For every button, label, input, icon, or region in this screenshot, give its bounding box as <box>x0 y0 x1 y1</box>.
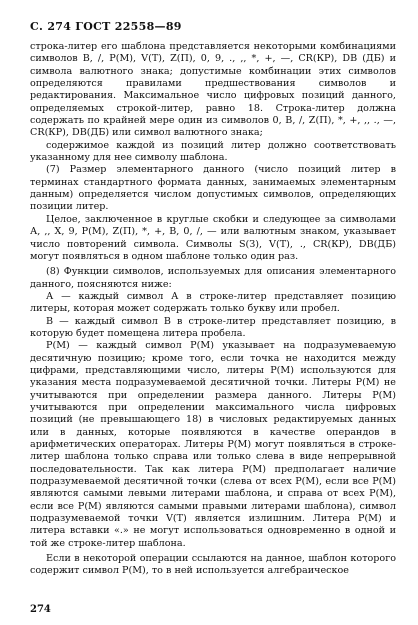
page-number: 274 <box>30 604 51 615</box>
paragraph-continuation: строка-литер его шаблона представляется некоторыми комбинациями символов В, /, Р(М), V(Т), Z(П), 0, 9, ., ,, *, +, —, CR(КР), DB (ДБ) и символа валютного знака; допустимые комбинации этих символов определяются правилами предшествования символов и редактирования. Максимальное число цифровых позиций данного, определяемых строкой-литер, равно 18. Строка-литер должна содержать по крайней мере один из символов 0, В, /, Z(П), *, +, ,, ., —, CR(КР), DB(ДБ) или символ валютного знака; <box>30 41 396 139</box>
paragraph-item-7: (7) Размер элементарного данного (число позиций литер в терминах стандартного формата данных, занимаемых элементарным данным) определяется числом допустимых символов, определяющих позиции литер. <box>30 164 396 213</box>
paragraph-last: Если в некоторой операции ссылаются на данное, шаблон которого содержит символ Р(М), то в ней используется алгебраическое <box>30 553 396 577</box>
paragraph-symbol-b: В — каждый символ В в строке-литер представляет позицию, в которую будет помещена литера пробела. <box>30 315 396 339</box>
page-header: С. 274 ГОСТ 22558—89 <box>30 20 182 33</box>
paragraph-repeat-count: Целое, заключенное в круглые скобки и следующее за символами А, ,, X, 9, Р(М), Z(П), *, +, В, 0, /, — или валютным знаком, указывает число повторений символа. Символы S(З), V(Т), ., CR(КР), DB(ДБ) могут появляться в одном шаблоне только один раз. <box>30 213 396 262</box>
paragraph-symbol-p: Р(М) — каждый символ Р(М) указывает на подразумеваемую десятичную позицию; кроме того, если точка не находится между цифрами, представляющими число, литеры Р(М) используются для указания места подразумеваемой десятичной точки. Литеры Р(М) не учитываются при определении размера данного. Литеры Р(М) учитываются при определении максимального числа цифровых позиций (не превышающего 18) в числовых редактируемых данных или в данных, которые появляются в качестве операндов в арифметических операторах. Литеры Р(М) могут появляться в строке-литер шаблона только справа или только слева в виде непрерывной последовательности. Так как литера Р(М) предполагает наличие подразумеваемой десятичной точки (слева от всех Р(М), если все Р(М) являются самыми левыми литерами шаблона, и справа от всех Р(М), если все Р(М) являются самыми правыми литерами шаблона), символ подразумеваемой точки V(Т) является излишним. Литера Р(М) и литера вставки «.» не могут использоваться одновременно в одной и той же строке-литер шаблона. <box>30 340 396 549</box>
paragraph-item-8: (8) Функции символов, используемых для описания элементарного данного, поясняются ниже: <box>30 266 396 290</box>
paragraph-content-note: содержимое каждой из позиций литер должно соответствовать указанному для нее символу шаблона. <box>30 139 396 164</box>
paragraph-symbol-a: А — каждый символ А в строке-литер представляет позицию литеры, которая может содержать только букву или пробел. <box>30 290 396 315</box>
